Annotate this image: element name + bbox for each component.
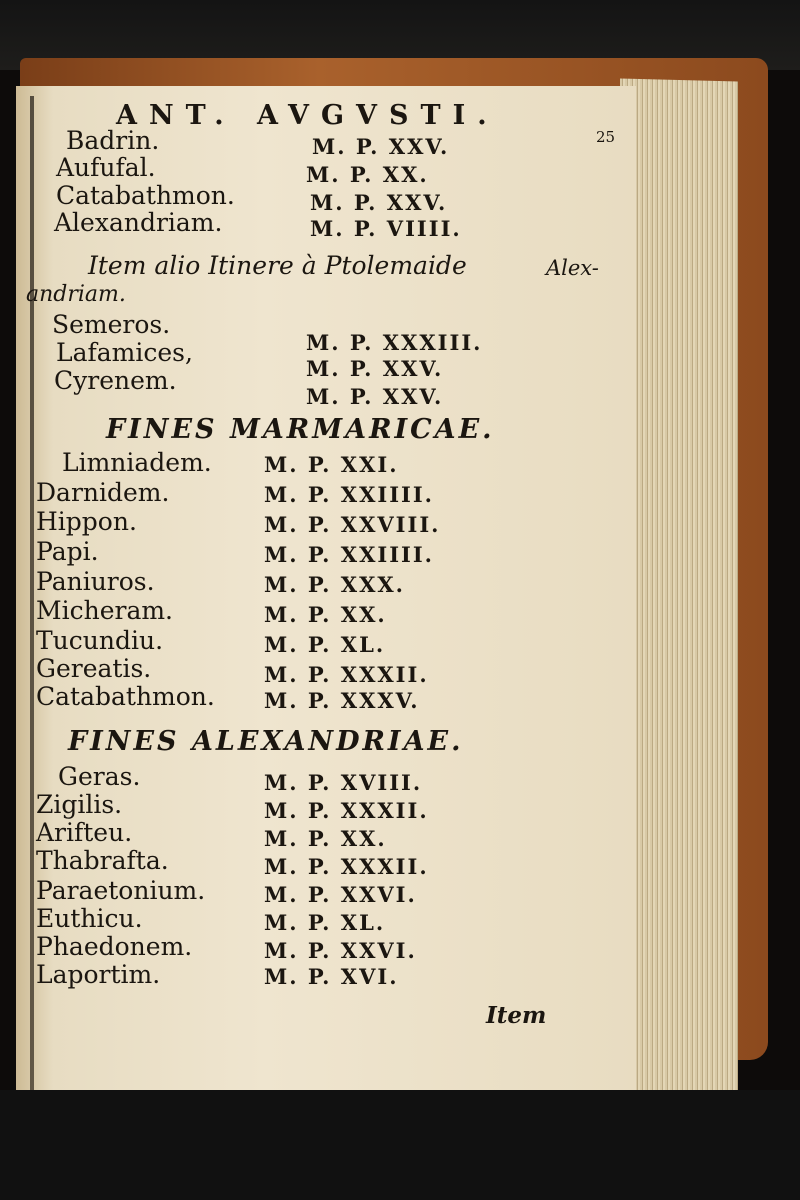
place-name: Laportim.	[36, 960, 161, 989]
distance: M. P. XXVI.	[264, 938, 417, 963]
distance: M. P. XL.	[264, 910, 386, 935]
place-name: Paniuros.	[36, 567, 155, 596]
distance: M. P. XXIIII.	[264, 542, 434, 567]
distance: M. P. XXV.	[306, 356, 444, 381]
distance: M. P. XVIII.	[264, 770, 423, 795]
place-name: Zigilis.	[36, 790, 123, 819]
place-name: Geras.	[58, 762, 141, 791]
place-name: Gereatis.	[36, 654, 152, 683]
place-name: Hippon.	[36, 507, 137, 536]
place-name: Alexandriam.	[54, 208, 223, 237]
place-name: Aufufal.	[56, 153, 156, 182]
distance: M. P. XXXII.	[264, 798, 429, 823]
place-name: Catabathmon.	[36, 682, 215, 711]
place-name: Paraetonium.	[36, 876, 206, 905]
distance: M. P. XL.	[264, 632, 386, 657]
distance: M. P. XVI.	[264, 964, 399, 989]
distance: M. P. XXX.	[264, 572, 405, 597]
distance: M. P. XXI.	[264, 452, 399, 477]
place-name: Micheram.	[36, 596, 173, 625]
running-head: ANT. AVGVSTI.	[116, 100, 499, 131]
distance: M. P. XXXIII.	[306, 330, 483, 355]
distance: M. P. XXVIII.	[264, 512, 441, 537]
place-name: Tucundiu.	[36, 626, 164, 655]
section-heading: FINES MARMARICAE.	[106, 414, 495, 445]
section-heading: FINES ALEXANDRIAE.	[68, 726, 464, 757]
folio-number: 25	[596, 128, 616, 146]
distance: M. P. VIIII.	[310, 216, 462, 241]
distance: M. P. XXVI.	[264, 882, 417, 907]
place-name: Darnidem.	[36, 478, 170, 507]
distance: M. P. XX.	[264, 602, 387, 627]
itinerary-heading-cont: andriam.	[26, 282, 126, 307]
place-name: Cyrenem.	[54, 366, 177, 395]
book-page	[16, 86, 636, 1096]
catchword: Item	[486, 1002, 547, 1029]
distance: M. P. XXXII.	[264, 662, 429, 687]
place-name: Badrin.	[66, 126, 160, 155]
place-name: Phaedonem.	[36, 932, 193, 961]
itinerary-heading: Item alio Itinere à Ptolemaide	[88, 251, 467, 280]
place-name: Euthicu.	[36, 904, 143, 933]
distance: M. P. XXV.	[310, 190, 448, 215]
place-name: Semeros.	[52, 310, 171, 339]
place-name: Limniadem.	[62, 448, 212, 477]
gutter-shadow	[30, 96, 34, 1096]
background-bottom	[0, 1090, 800, 1200]
distance: M. P. XXXV.	[264, 688, 420, 713]
place-name: Papi.	[36, 537, 99, 566]
place-name: Lafamices,	[56, 338, 193, 367]
distance: M. P. XXV.	[312, 134, 450, 159]
distance: M. P. XX.	[264, 826, 387, 851]
place-name: Arifteu.	[36, 818, 133, 847]
distance: M. P. XXXII.	[264, 854, 429, 879]
distance: M. P. XXIIII.	[264, 482, 434, 507]
distance: M. P. XX.	[306, 162, 429, 187]
place-name: Catabathmon.	[56, 181, 235, 210]
itinerary-heading-end: Alex-	[546, 256, 599, 280]
place-name: Thabrafta.	[36, 846, 169, 875]
distance: M. P. XXV.	[306, 384, 444, 409]
page-edges	[620, 78, 738, 1101]
